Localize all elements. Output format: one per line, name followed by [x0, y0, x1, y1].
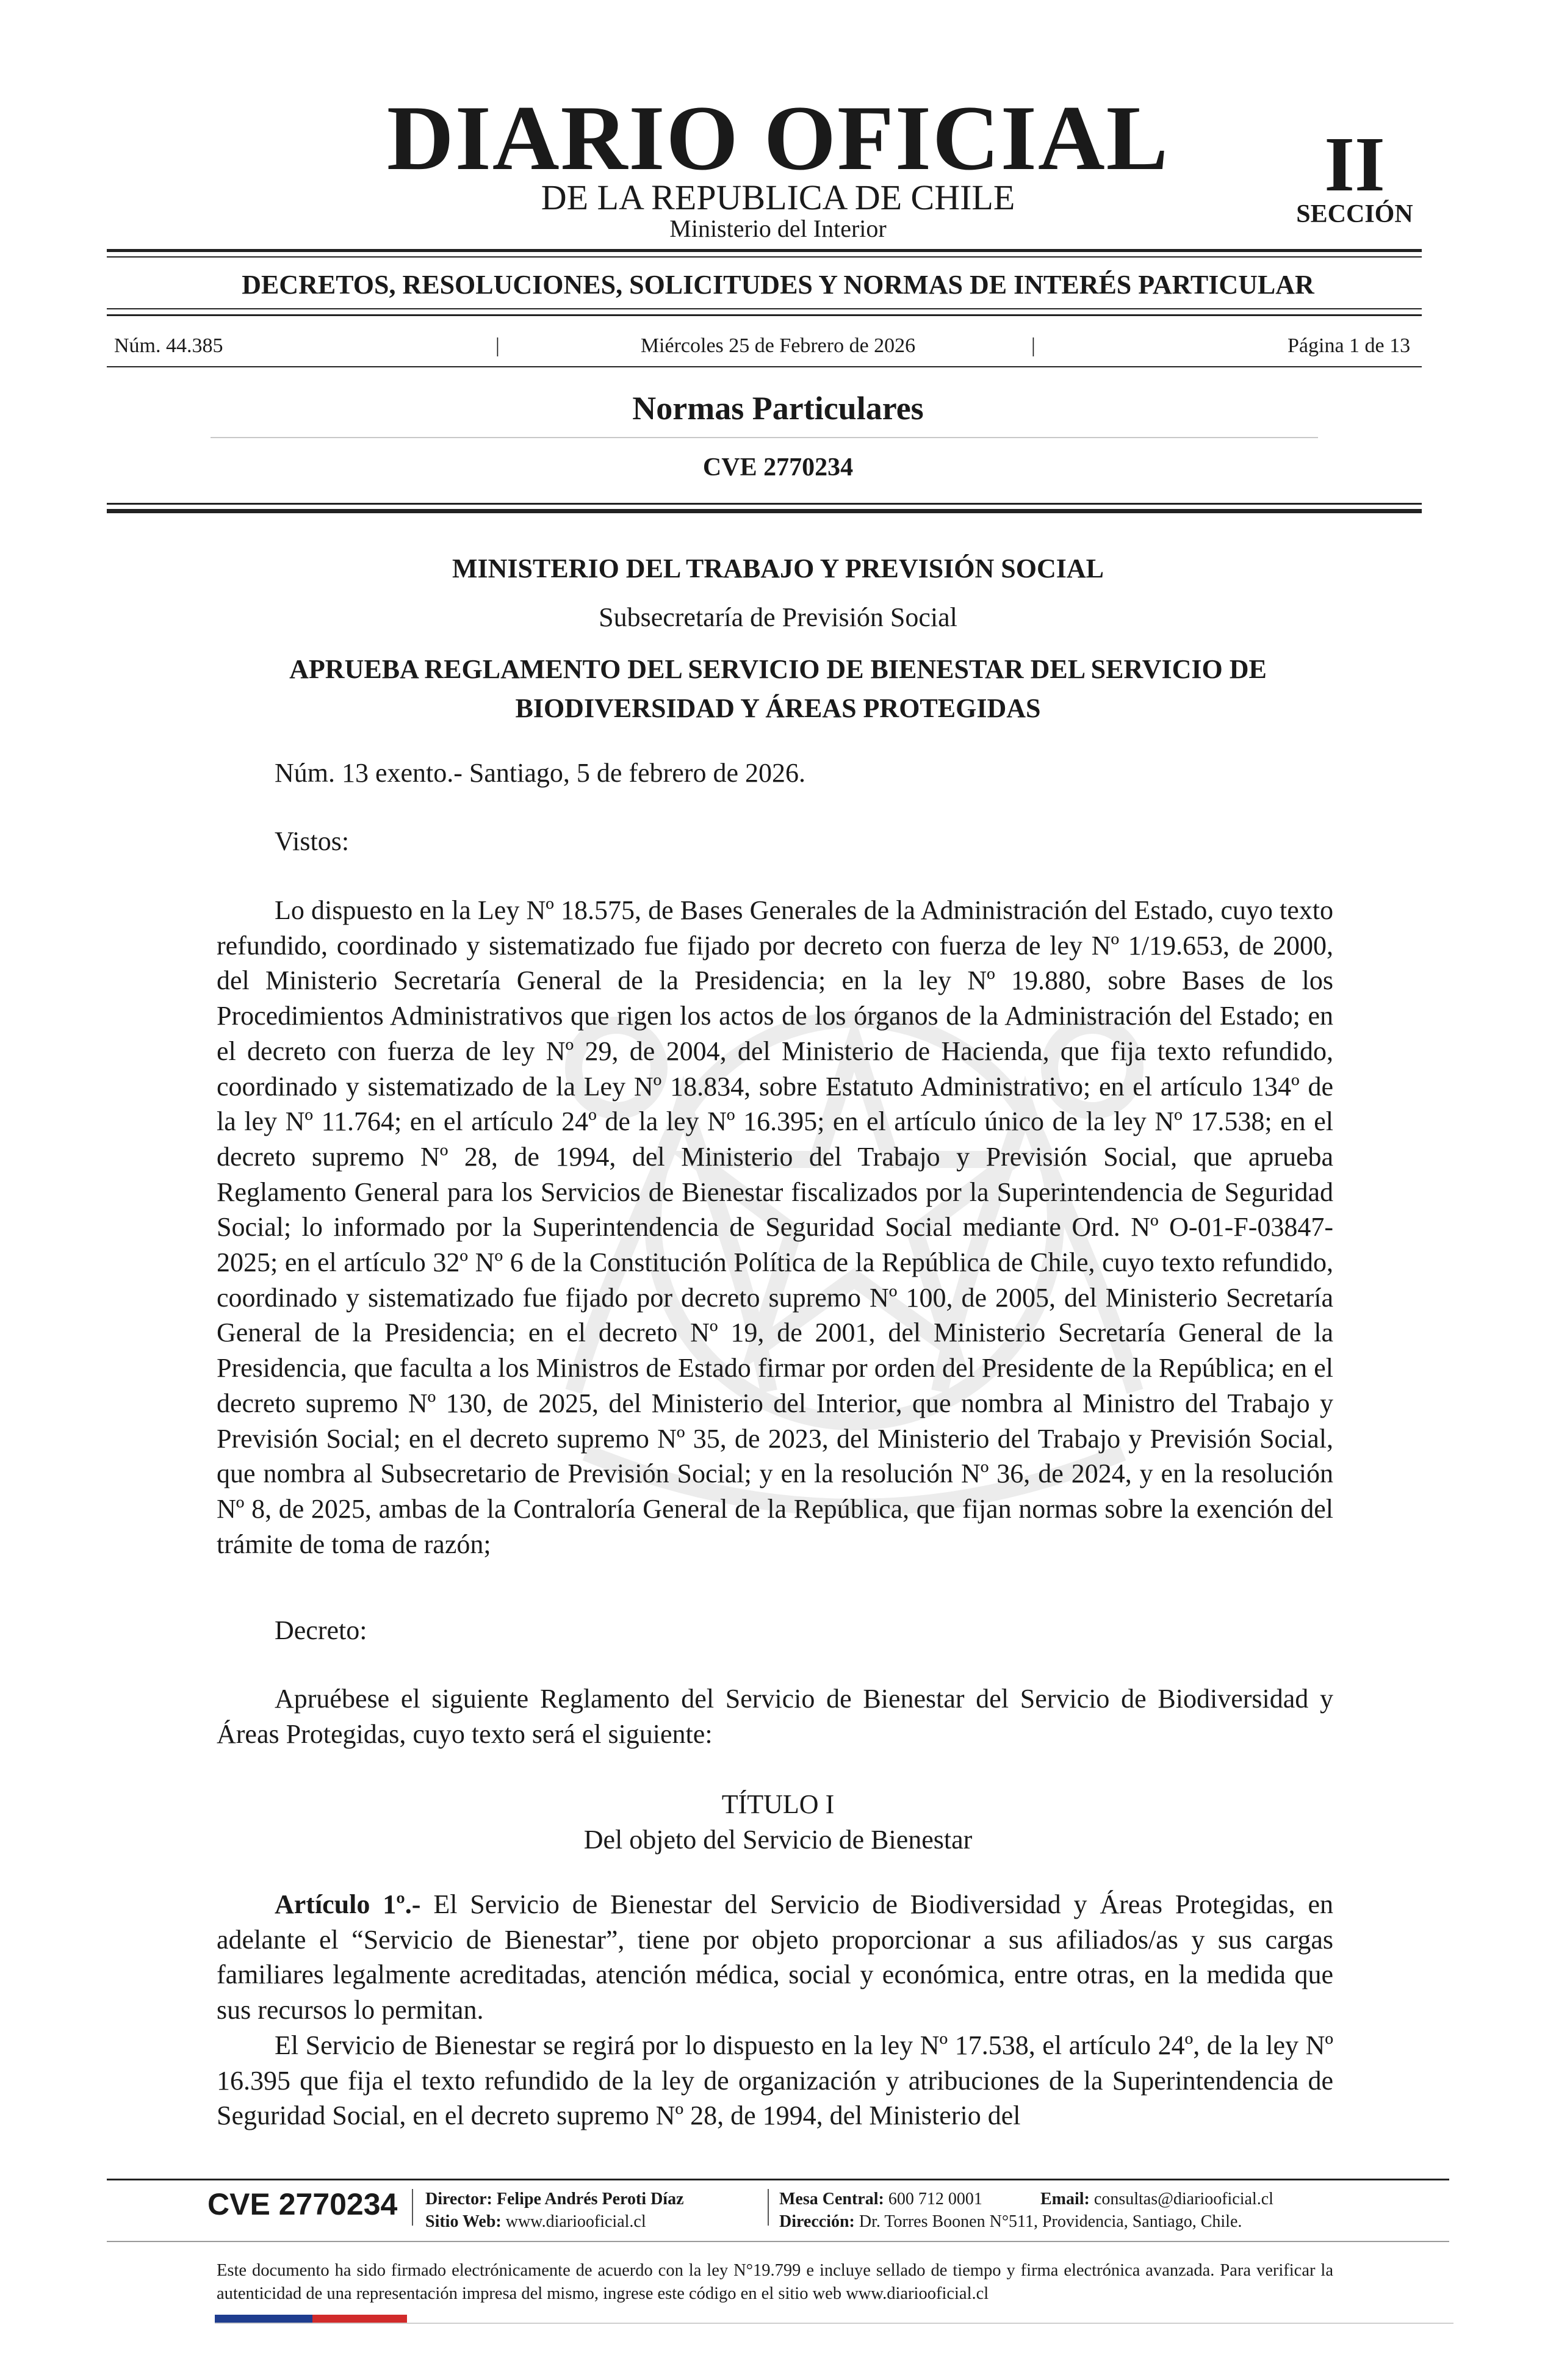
section-title: Normas Particulares: [632, 390, 924, 427]
footer-direccion-value: Dr. Torres Boonen N°511, Providencia, Santiago, Chile.: [859, 2212, 1242, 2231]
section-number: II: [1324, 121, 1385, 207]
footer-director: [425, 2191, 684, 2208]
article-1-paragraph: [217, 1887, 1333, 2028]
header-rule-2: [107, 509, 1422, 513]
vistos-paragraph: [217, 893, 1333, 1562]
footer-direccion-label: Dirección:: [779, 2212, 855, 2231]
decreto-text: Apruébese el siguiente Reglamento del Servicio de Bienestar del Servicio de Biodiversidad y Áreas Protegidas, cuyo texto será el siguiente:: [217, 1684, 1333, 1749]
decreto-paragraph: [217, 1681, 1333, 1751]
masthead-subtitle: DE LA REPUBLICA DE CHILE: [541, 178, 1015, 217]
decreto-label: Decreto:: [275, 1615, 367, 1645]
titulo-heading: TÍTULO I: [721, 1789, 835, 1819]
footer-email-link[interactable]: consultas@diariooficial.cl: [1093, 2190, 1273, 2209]
flag-bar-red: [312, 2315, 407, 2323]
footer-web-label: Sitio Web:: [425, 2212, 502, 2231]
article-1-text: El Servicio de Bienestar del Servicio de Biodiversidad y Áreas Protegidas, en adelante el “Servicio de Bienestar”, tiene por objeto proporcionar a sus afiliados/as y sus cargas familiares legalmente acreditadas, atención médica, social y económica, entre otras, en la medida que sus recursos lo permitan.: [217, 1889, 1333, 2025]
banner-rule-bottom: [107, 314, 1422, 316]
subsecretaria-heading: Subsecretaría de Previsión Social: [599, 602, 957, 632]
section-banner: DECRETOS, RESOLUCIONES, SOLICITUDES Y NORMAS DE INTERÉS PARTICULAR: [242, 270, 1314, 300]
issue-page: Página 1 de 13: [1288, 334, 1411, 357]
decree-title: [183, 650, 1373, 728]
section-label: SECCIÓN: [1296, 200, 1413, 228]
footer-mesa: [779, 2191, 982, 2208]
issue-date: Miércoles 25 de Febrero de 2026: [640, 334, 916, 357]
decree-number-line: Núm. 13 exento.- Santiago, 5 de febrero de 2026.: [275, 758, 805, 788]
article-1: [217, 1887, 1333, 2133]
footer-email-label: Email:: [1040, 2190, 1090, 2209]
vistos-label: Vistos:: [275, 826, 350, 856]
footer-mesa-value: 600 712 0001: [888, 2190, 982, 2209]
footer-rule: [107, 2179, 1449, 2180]
cve-code: CVE 2770234: [702, 453, 854, 481]
footer-divider-2: [768, 2189, 769, 2226]
article-1-paragraph-2: El Servicio de Bienestar se regirá por lo dispuesto en la ley Nº 17.538, el artículo 24º, de la ley Nº 16.395 que fija el texto refundido de la ley de organización y atribuciones de la Superintendencia de Seguridad Social, en el decreto supremo Nº 28, de 1994, del Ministerio del: [217, 2030, 1333, 2131]
footer-website: [425, 2213, 646, 2230]
footer-divider-1: [412, 2189, 413, 2226]
banner-rule-top: [107, 308, 1422, 309]
header-rule-1: [107, 503, 1422, 505]
article-1-label: Artículo 1º.-: [275, 1889, 421, 1919]
masthead-rule-thick: [107, 249, 1422, 252]
footer-web-link[interactable]: www.diariooficial.cl: [505, 2212, 646, 2231]
footer-director-name: Felipe Andrés Peroti Díaz: [496, 2190, 684, 2209]
footer-director-label: Director:: [425, 2190, 492, 2209]
footer-email: [1040, 2191, 1273, 2208]
decree-title-line1: APRUEBA REGLAMENTO DEL SERVICIO DE BIENESTAR DEL SERVICIO DE: [289, 654, 1267, 684]
footer-address: [779, 2213, 1242, 2230]
issue-number: Núm. 44.385: [114, 334, 223, 357]
decree-title-line2: BIODIVERSIDAD Y ÁREAS PROTEGIDAS: [515, 693, 1041, 723]
footer-legal-notice: Este documento ha sido firmado electrónicamente de acuerdo con la ley N°19.799 e incluye sellado de tiempo y firma electrónica avanzada. Para verificar la autenticidad de una representación impresa del mismo, ingrese este código en el sitio web www.diariooficial.cl: [217, 2261, 1333, 2303]
titulo-subheading: Del objeto del Servicio de Bienestar: [583, 1825, 973, 1855]
footer-bottom-rule: [215, 2323, 1453, 2324]
vistos-text: Lo dispuesto en la Ley Nº 18.575, de Bases Generales de la Administración del Estado, cuyo texto refundido, coordinado y sistematizado fue fijado por decreto con fuerza de ley Nº 1/19.653, de 2000, del Ministerio Secretaría General de la Presidencia; en la ley Nº 19.880, sobre Bases de los Procedimientos Administrativos que rigen los actos de los órganos de la Administración del Estado; en el decreto con fuerza de ley Nº 29, de 2004, del Ministerio de Hacienda, que fija texto refundido, coordinado y sistematizado de la Ley Nº 18.834, sobre Estatuto Administrativo; en el artículo 134º de la ley Nº 11.764; en el artículo 24º de la ley Nº 16.395; en el artículo único de la ley Nº 17.538; en el decreto supremo Nº 28, de 1994, del Ministerio del Trabajo y Previsión Social, que aprueba Reglamento General para los Servicios de Bienestar fiscalizados por la Superintendencia de Seguridad Social; lo informado por la Superintendencia de Seguridad Social mediante Ord. Nº O-01-F-03847-2025; en el artículo 32º Nº 6 de la Constitución Política de la República de Chile, cuyo texto refundido, coordinado y sistematizado fue fijado por decreto supremo Nº 100, de 2005, del Ministerio Secretaría General de la Presidencia; en el decreto Nº 19, de 2001, del Ministerio Secretaría General de la Presidencia, que faculta a los Ministros de Estado firmar por orden del Presidente de la República; en el decreto supremo Nº 130, de 2025, del Ministerio del Interior, que nombra al Ministro del Trabajo y Previsión Social; en el decreto supremo Nº 35, de 2023, del Ministerio del Trabajo y Previsión Social, que nombra al Subsecretario de Previsión Social; y en la resolución Nº 36, de 2024, y en la resolución Nº 8, de 2025, ambas de la Contraloría General de la República, que fijan normas sobre la exención del trámite de toma de razón;: [217, 895, 1333, 1559]
footer-cve: CVE 2770234: [207, 2187, 398, 2221]
flag-bar-blue: [215, 2315, 312, 2323]
section-title-rule: [211, 437, 1318, 438]
issue-rule: [107, 366, 1422, 367]
issue-separator-right: |: [1031, 334, 1036, 357]
masthead-ministry: Ministerio del Interior: [669, 215, 887, 242]
footer-rule-2: [107, 2241, 1449, 2242]
ministry-heading: MINISTERIO DEL TRABAJO Y PREVISIÓN SOCIAL: [452, 554, 1104, 583]
masthead-rule-thin: [107, 256, 1422, 258]
issue-separator-left: |: [495, 334, 500, 357]
footer-mesa-label: Mesa Central:: [779, 2190, 884, 2209]
masthead-title: DIARIO OFICIAL: [386, 87, 1170, 189]
